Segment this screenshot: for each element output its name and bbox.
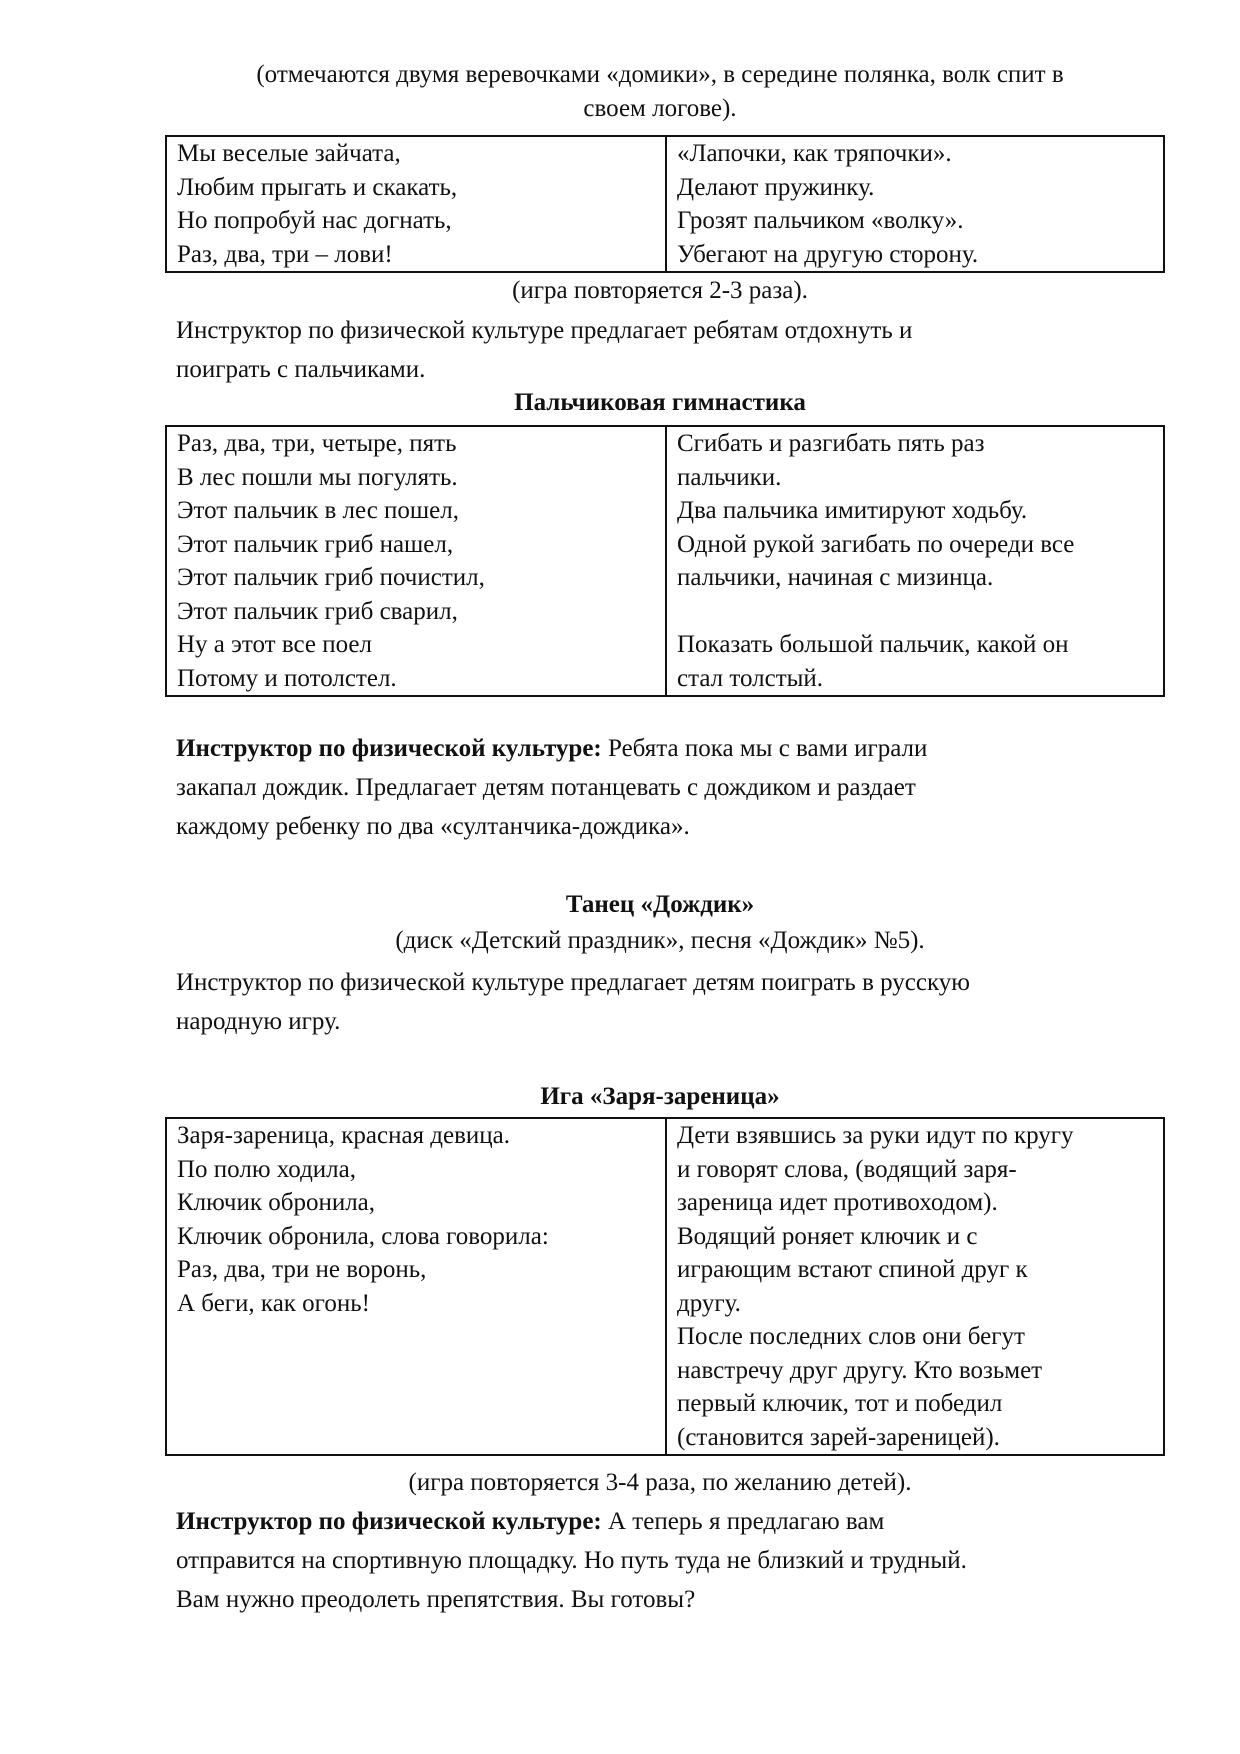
verse-line: Ну а этот все поел	[177, 631, 372, 658]
verse-line: Этот пальчик гриб нашел,	[177, 530, 454, 558]
paragraph-line: Инструктор по физической культуре предлагает ребятам отдохнуть и	[176, 317, 913, 344]
action-line: Одной рукой загибать по очереди все	[677, 530, 1075, 558]
action-line: Убегают на другую сторону.	[677, 240, 979, 268]
heading-finger-gymnastics: Пальчиковая гимнастика	[514, 389, 806, 416]
paragraph-line: народную игру.	[176, 1008, 341, 1035]
blank-line	[677, 595, 1153, 629]
verse-line: Ключик обронила, слова говорила:	[177, 1222, 549, 1250]
speaker-label: Инструктор по физической культуре:	[176, 1508, 602, 1535]
action-line: Показать большой пальчик, какой он	[677, 631, 1069, 658]
action-line: пальчики, начиная с мизинца.	[677, 564, 994, 591]
action-line: Грозят пальчиком «волку».	[677, 207, 964, 234]
verse-line: Потому и потолстел.	[177, 664, 397, 692]
action-line: «Лапочки, как тряпочки».	[677, 140, 952, 167]
action-line: Два пальчика имитируют ходьбу.	[677, 497, 1028, 524]
verse-line: В лес пошли мы погулять.	[177, 463, 458, 491]
table-row	[166, 426, 1164, 696]
verse-line: Мы веселые зайчата,	[177, 140, 401, 167]
action-line: другу.	[677, 1289, 741, 1317]
paragraph-line: поиграть с пальчиками.	[176, 356, 426, 383]
heading-rain-dance: Танец «Дождик»	[565, 891, 755, 918]
speaker-label: Инструктор по физической культуре:	[176, 735, 602, 762]
paragraph-line	[176, 729, 1136, 768]
paragraph-instructor-rain	[176, 729, 1136, 846]
verse-line: А беги, как огонь!	[177, 1289, 370, 1317]
action-line: Дети взявшись за руки идут по кругу	[677, 1122, 1074, 1149]
rhyme-table-finger	[165, 425, 1165, 697]
verse-line: Раз, два, три не воронь,	[177, 1256, 427, 1283]
table-row	[166, 1118, 1164, 1455]
action-line: После последних слов они бегут	[677, 1323, 1025, 1350]
paragraph-line: отправится на спортивную площадку. Но путь туда не близкий и трудный.	[176, 1547, 967, 1574]
paragraph-line: Инструктор по физической культуре предлагает детям поиграть в русскую	[176, 969, 970, 996]
verse-line: По полю ходила,	[177, 1155, 357, 1183]
rhyme-table-zarya	[165, 1117, 1165, 1456]
action-line: и говорят слова, (водящий заря-	[677, 1155, 1017, 1183]
table-cell-actions	[666, 1118, 1164, 1455]
verse-line: Заря-зареница, красная девица.	[177, 1122, 511, 1149]
action-line: Делают пружинку.	[677, 173, 875, 201]
table-cell-actions	[666, 136, 1164, 272]
table-cell-verse	[166, 136, 666, 272]
table-row	[166, 136, 1164, 272]
verse-line: Этот пальчик в лес пошел,	[177, 497, 460, 524]
intro-text	[140, 58, 1180, 126]
verse-line: Этот пальчик гриб почистил,	[177, 564, 485, 591]
verse-line: Но попробуй нас догнать,	[177, 207, 452, 234]
disc-note: (диск «Детский праздник», песня «Дождик» №5).	[395, 927, 925, 954]
verse-line: Этот пальчик гриб сварил,	[177, 597, 458, 625]
table-cell-actions	[666, 426, 1164, 696]
speech-text: Ребята пока мы с вами играли	[601, 735, 928, 762]
action-line: пальчики.	[677, 463, 782, 491]
action-line: первый ключик, тот и победил	[677, 1390, 1003, 1417]
heading-zarya-game: Ига «Заря-зареница»	[540, 1083, 780, 1110]
action-line: Сгибать и разгибать пять раз	[677, 430, 985, 457]
verse-line: Любим прыгать и скакать,	[177, 173, 458, 201]
paragraph-line: закапал дождик. Предлагает детям потанцевать с дождиком и раздает	[176, 774, 916, 801]
paragraph-instructor-playground	[176, 1502, 1136, 1619]
repeat-note-2: (игра повторяется 3-4 раза, по желанию детей).	[408, 1469, 912, 1496]
rhyme-table-hares	[165, 135, 1165, 273]
paragraph-line: Вам нужно преодолеть препятствия. Вы готовы?	[176, 1586, 696, 1613]
action-line: Водящий роняет ключик и с	[677, 1222, 978, 1250]
verse-line: Раз, два, три – лови!	[177, 240, 393, 268]
paragraph-instructor-rest	[176, 311, 1136, 389]
action-line: (становится зарей-зареницей).	[677, 1423, 1000, 1451]
intro-line-2: своем логове).	[583, 95, 737, 122]
repeat-note-1: (игра повторяется 2-3 раза).	[512, 277, 808, 304]
paragraph-folk-game	[176, 963, 1136, 1041]
action-line: стал толстый.	[677, 664, 824, 692]
intro-line-1: (отмечаются двумя веревочками «домики», в середине полянка, волк спит в	[256, 61, 1064, 88]
action-line: играющим встают спиной друг к	[677, 1256, 1028, 1283]
action-line: зареница идет противоходом).	[677, 1189, 998, 1216]
paragraph-line	[176, 1502, 1136, 1541]
table-cell-verse	[166, 426, 666, 696]
verse-line: Ключик обронила,	[177, 1189, 376, 1216]
action-line: навстречу друг другу. Кто возьмет	[677, 1356, 1043, 1384]
table-cell-verse	[166, 1118, 666, 1455]
speech-text: А теперь я предлагаю вам	[601, 1508, 885, 1535]
verse-line: Раз, два, три, четыре, пять	[177, 430, 457, 457]
paragraph-line: каждому ребенку по два «султанчика-дождика».	[176, 813, 690, 840]
